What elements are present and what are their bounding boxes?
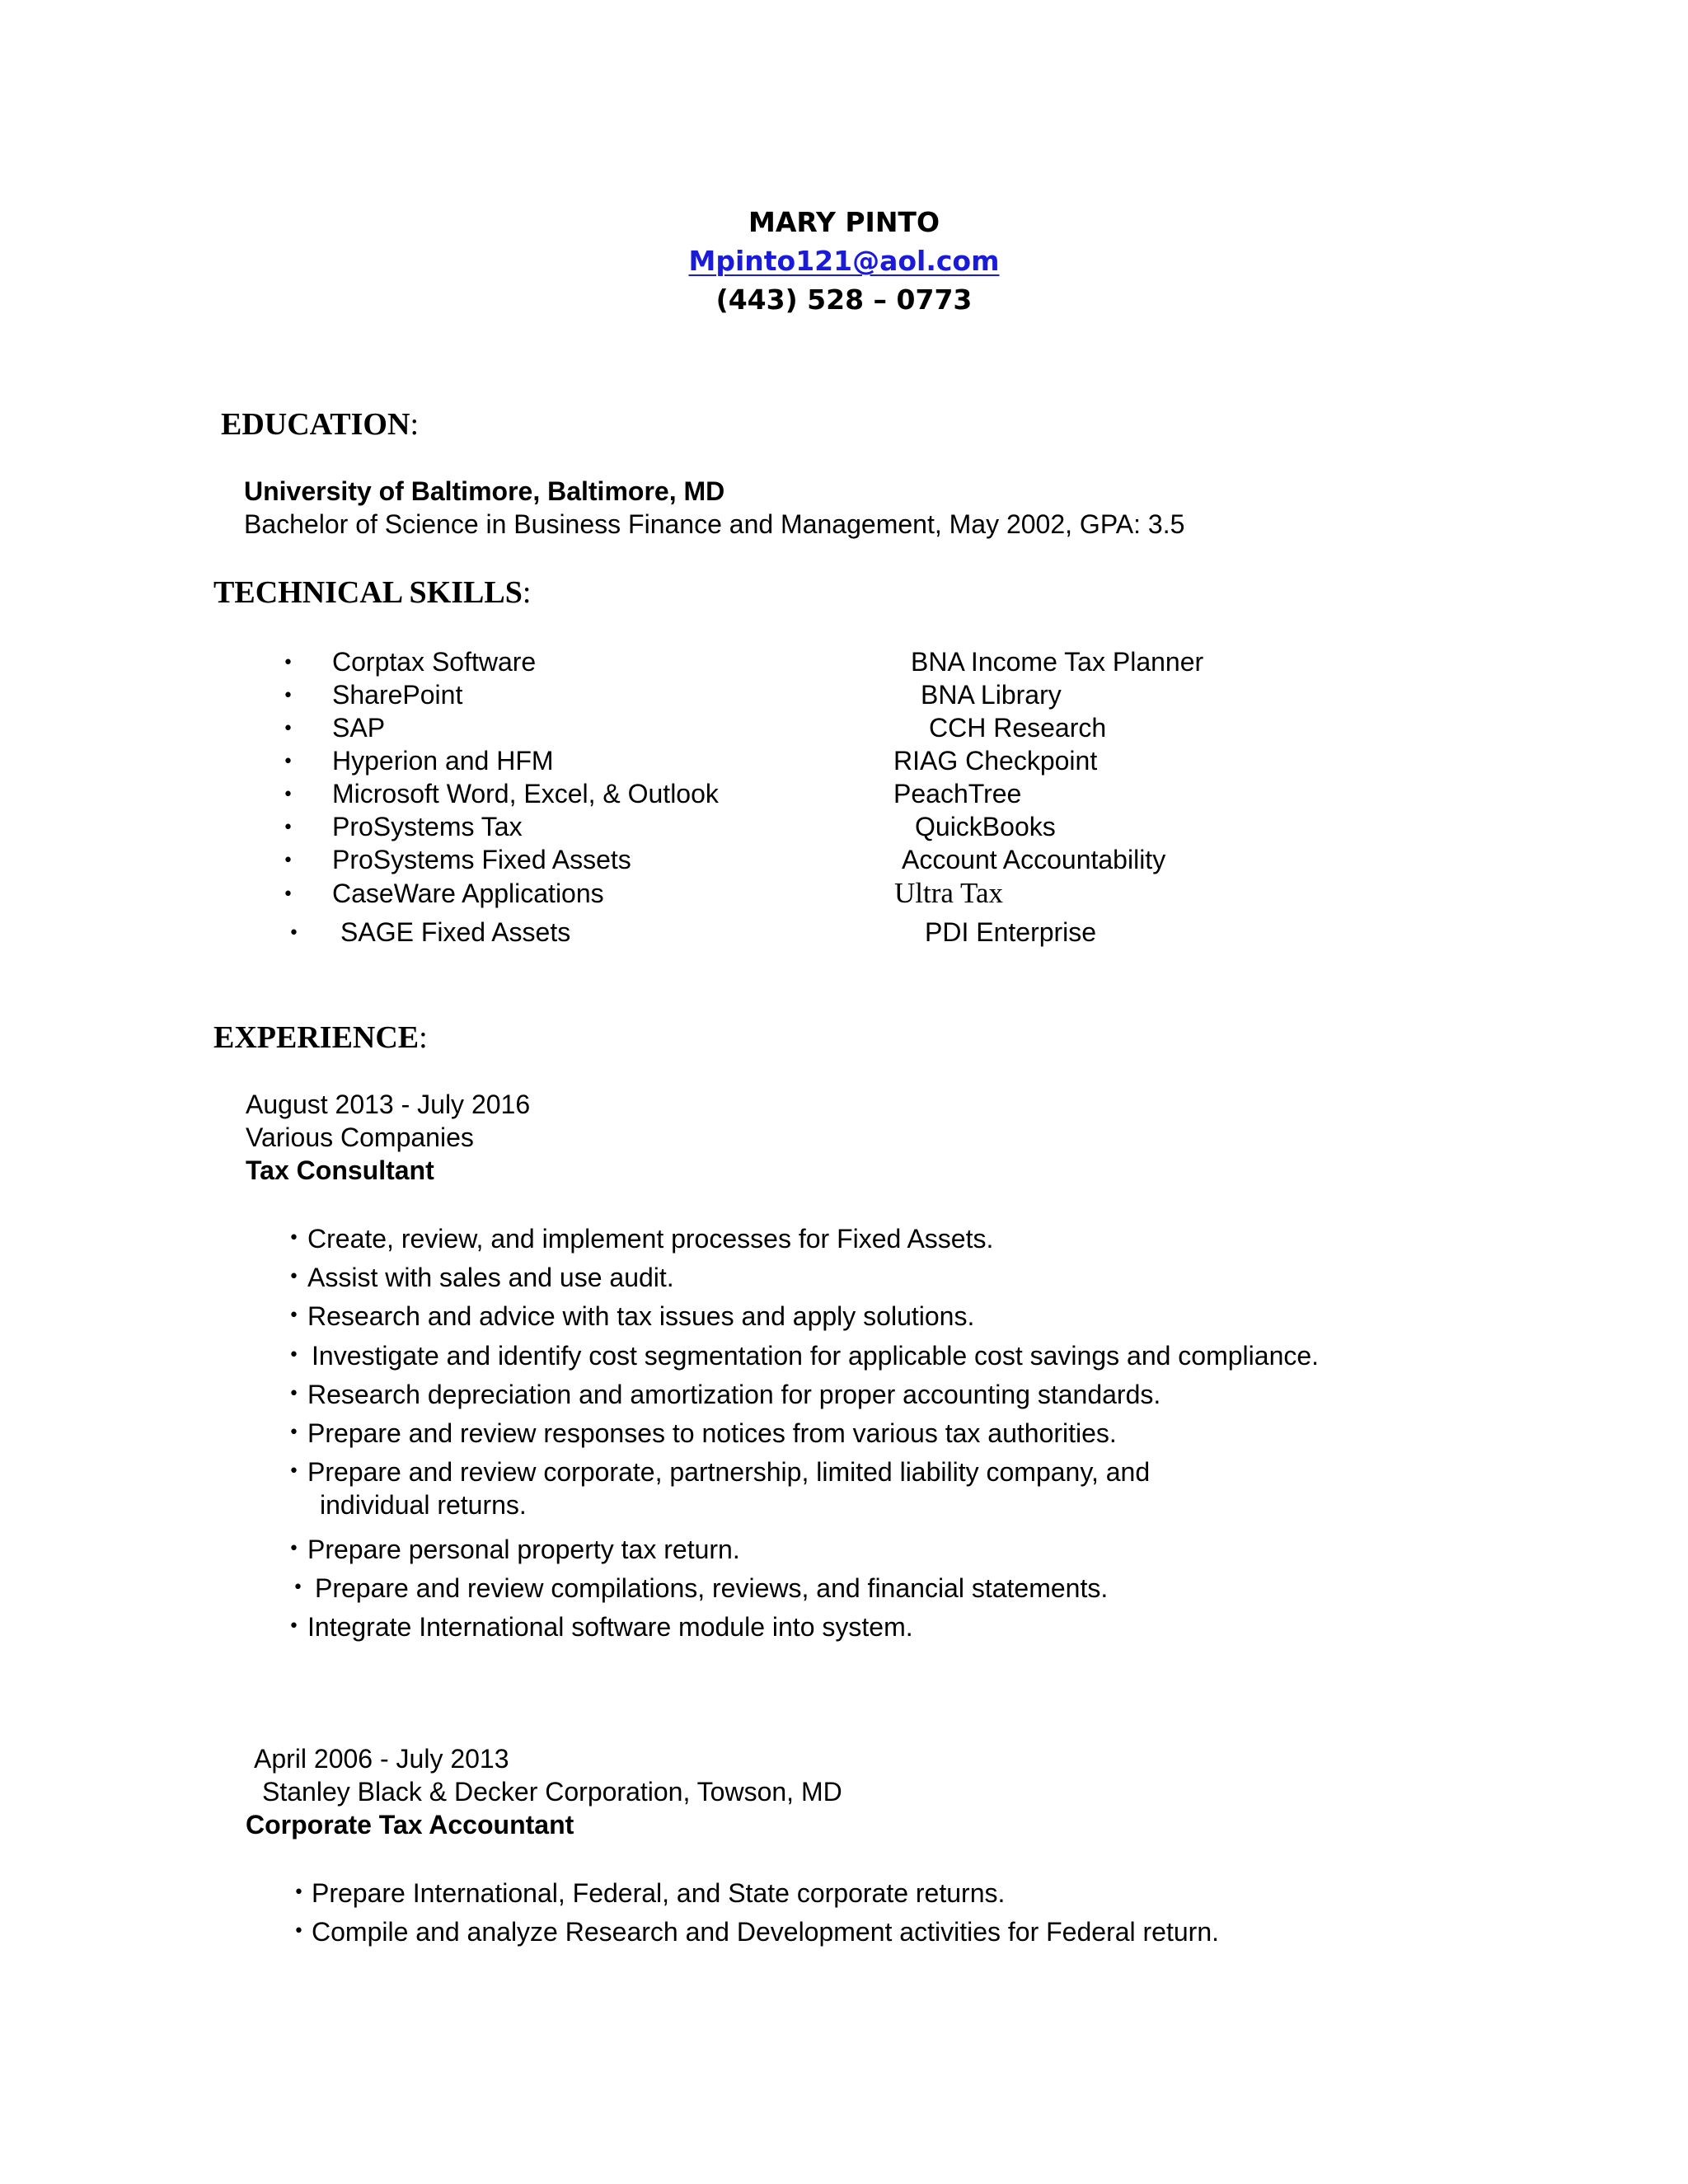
education-heading-colon: :	[410, 407, 419, 442]
job-duty: Prepare and review corporate, partnership, limited liability company, and	[307, 1457, 1151, 1487]
skill-bullet: •	[283, 653, 293, 673]
job-duty: Prepare International, Federal, and State corporate returns.	[312, 1878, 1006, 1908]
skill-right-item: Ultra Tax	[894, 877, 1004, 909]
skill-bullet: •	[283, 719, 293, 739]
job-dates: April 2006 - July 2013	[254, 1744, 509, 1774]
job-duty: Prepare and review compilations, reviews, and financial statements.	[315, 1573, 1109, 1603]
skill-left-item: SAGE Fixed Assets	[340, 917, 571, 947]
skill-bullet: •	[283, 752, 293, 772]
education-heading-text: EDUCATION	[221, 407, 410, 442]
duty-bullet: •	[293, 1882, 304, 1903]
skill-bullet: •	[288, 923, 299, 944]
skill-right-item: QuickBooks	[915, 812, 1056, 841]
job-company: Various Companies	[246, 1122, 474, 1152]
skills-heading-colon: :	[522, 575, 532, 610]
job-duty: Prepare personal property tax return.	[307, 1535, 740, 1564]
duty-bullet: •	[288, 1539, 299, 1559]
job-duty: Investigate and identify cost segmentation for applicable cost savings and compliance.	[312, 1341, 1320, 1371]
duty-bullet: •	[293, 1577, 303, 1598]
skill-left-item: Microsoft Word, Excel, & Outlook	[332, 779, 719, 808]
education-heading	[221, 406, 419, 443]
skill-left-item: SharePoint	[332, 680, 463, 710]
job-duty: Integrate International software module into system.	[307, 1612, 913, 1642]
duty-bullet: •	[288, 1461, 299, 1482]
skill-bullet: •	[283, 818, 293, 838]
skill-bullet: •	[283, 851, 293, 871]
skill-right-item: Account Accountability	[902, 845, 1166, 874]
education-school: University of Baltimore, Baltimore, MD	[244, 476, 725, 506]
skill-right-item: PDI Enterprise	[925, 917, 1097, 947]
skill-left-item: SAP	[332, 713, 386, 743]
job-title: Corporate Tax Accountant	[246, 1810, 574, 1840]
duty-bullet: •	[288, 1228, 299, 1249]
skill-bullet: •	[283, 785, 293, 805]
duty-bullet: •	[288, 1345, 299, 1366]
skill-left-item: ProSystems Tax	[332, 812, 523, 841]
duty-bullet: •	[288, 1267, 299, 1287]
job-company: Stanley Black & Decker Corporation, Towson, MD	[262, 1777, 842, 1807]
duty-bullet: •	[288, 1422, 299, 1443]
skill-right-item: RIAG Checkpoint	[893, 746, 1098, 776]
education-degree: Bachelor of Science in Business Finance and Management, May 2002, GPA: 3.5	[244, 509, 1185, 539]
skill-right-item: BNA Library	[921, 680, 1062, 710]
job-duty: Research depreciation and amortization for proper accounting standards.	[307, 1380, 1161, 1409]
experience-heading-text: EXPERIENCE	[213, 1020, 420, 1055]
skill-left-item: Corptax Software	[332, 647, 537, 677]
job-duty: Prepare and review responses to notices from various tax authorities.	[307, 1418, 1117, 1448]
job-dates: August 2013 - July 2016	[246, 1090, 531, 1119]
duty-bullet: •	[288, 1616, 299, 1637]
skill-right-item: PeachTree	[893, 779, 1022, 808]
skill-bullet: •	[283, 884, 293, 905]
job-duty: Research and advice with tax issues and apply solutions.	[307, 1301, 975, 1331]
skill-right-item: BNA Income Tax Planner	[911, 647, 1204, 677]
skill-bullet: •	[283, 686, 293, 706]
skill-left-item: CaseWare Applications	[332, 879, 604, 908]
duty-bullet: •	[288, 1384, 299, 1404]
job-duty: Compile and analyze Research and Development activities for Federal return.	[312, 1917, 1219, 1947]
email-line	[0, 245, 1688, 277]
job-duty-continuation: individual returns.	[320, 1490, 527, 1520]
job-duty: Assist with sales and use audit.	[307, 1263, 674, 1292]
skill-right-item: CCH Research	[929, 713, 1107, 743]
experience-heading-colon: :	[419, 1020, 428, 1055]
candidate-name: MARY PINTO	[748, 206, 940, 238]
skill-left-item: ProSystems Fixed Assets	[332, 845, 631, 874]
experience-heading	[213, 1019, 428, 1056]
skills-heading	[213, 574, 531, 611]
email-link[interactable]: Mpinto121@aol.com	[688, 245, 1000, 277]
job-title: Tax Consultant	[246, 1155, 434, 1185]
skill-left-item: Hyperion and HFM	[332, 746, 554, 776]
job-duty: Create, review, and implement processes for Fixed Assets.	[307, 1224, 994, 1254]
duty-bullet: •	[293, 1921, 304, 1942]
duty-bullet: •	[288, 1305, 299, 1326]
phone-number: (443) 528 – 0773	[715, 284, 973, 316]
skills-heading-text: TECHNICAL SKILLS	[213, 575, 523, 610]
